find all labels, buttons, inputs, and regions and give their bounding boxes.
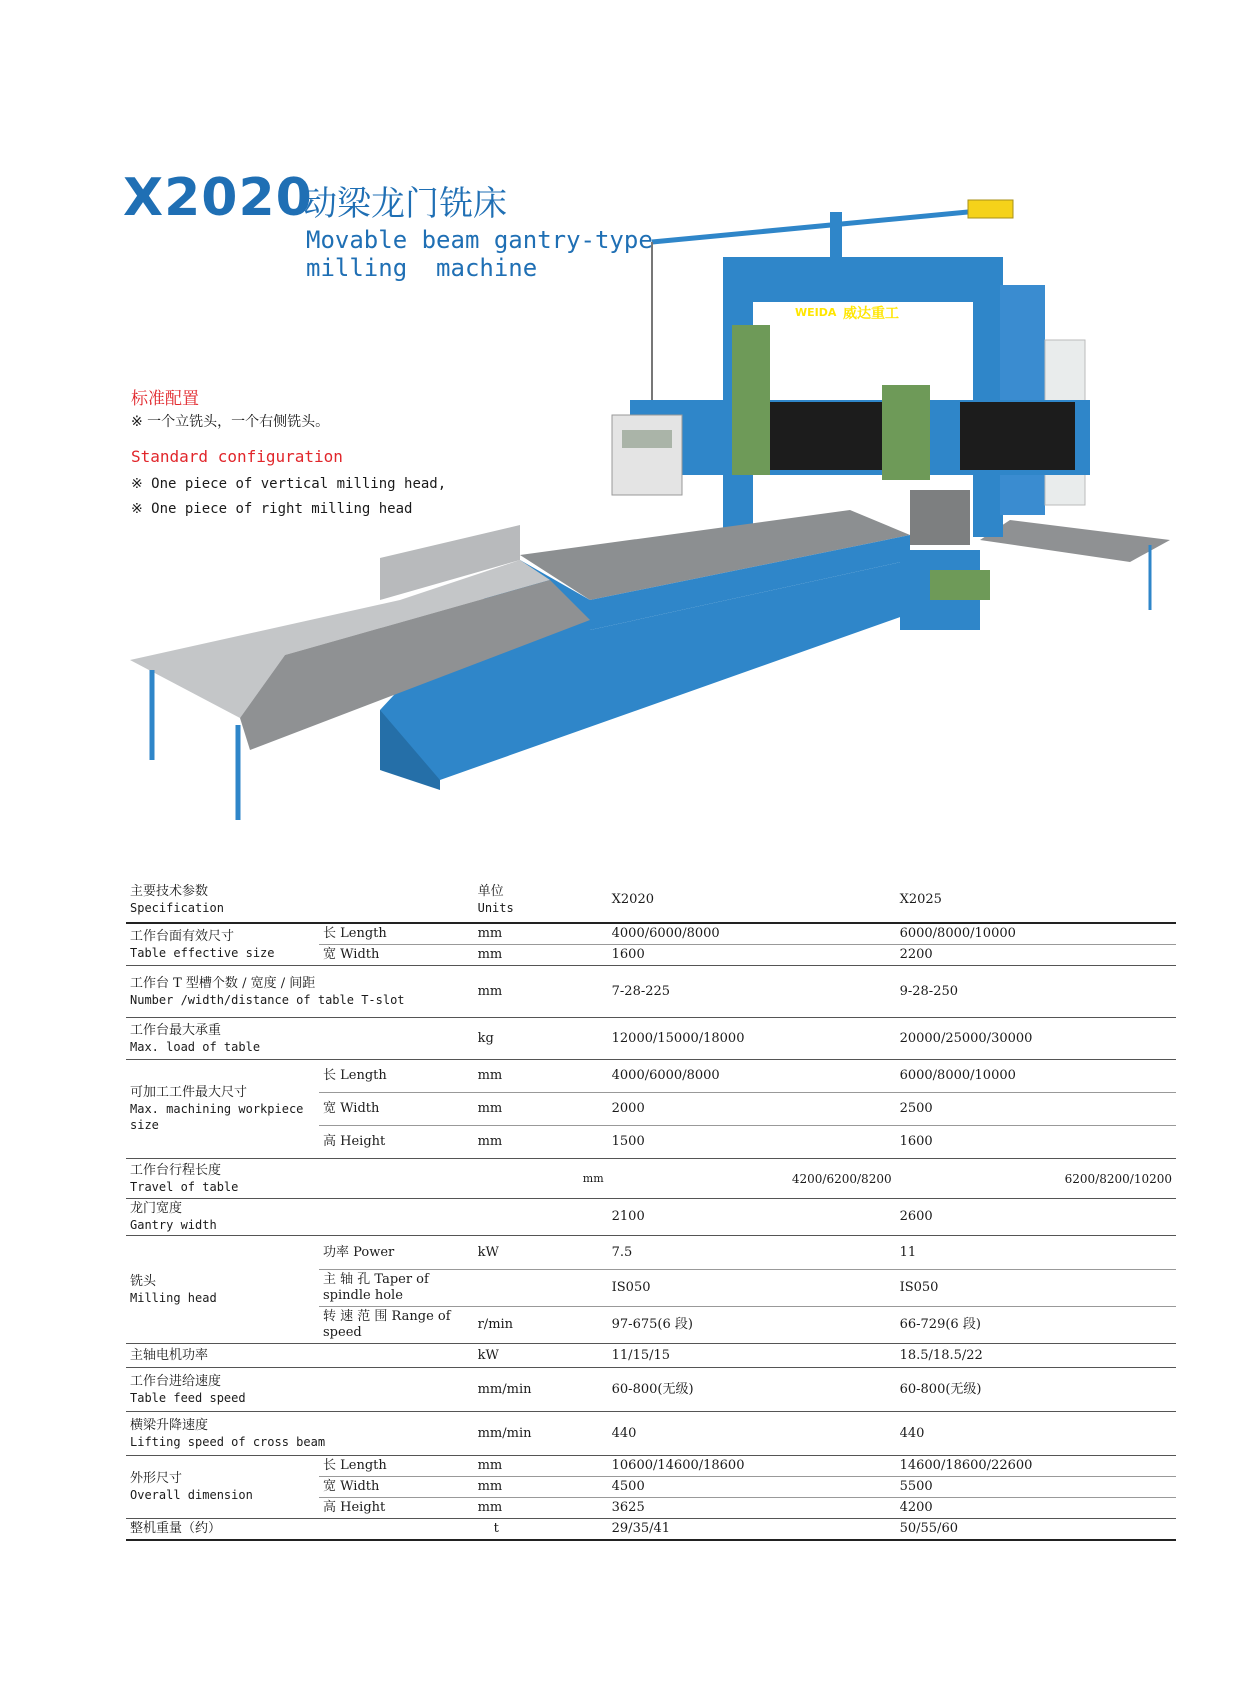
value-cell: 6200/8200/10200 [896, 1159, 1176, 1199]
model-header-2: X2025 [896, 878, 1176, 923]
unit-cell: mm [474, 923, 608, 945]
row-label-cn: 外形尺寸 [130, 1471, 183, 1486]
value-cell: 60-800(无级) [896, 1368, 1176, 1412]
value-cell: 29/35/41 [608, 1519, 896, 1541]
sub-label: 宽 Width [319, 1477, 474, 1498]
model-header-1: X2020 [608, 878, 896, 923]
table-row [126, 1236, 1176, 1270]
value-cell: 2600 [896, 1199, 1176, 1236]
sub-label: 长 Length [319, 1060, 474, 1093]
unit-cell: mm/min [474, 1412, 608, 1456]
model-title: X2020 [123, 168, 313, 228]
unit-cell: mm [474, 1060, 608, 1093]
table-row [126, 1344, 1176, 1368]
row-label-cn: 工作台 T 型槽个数 / 宽度 / 间距 [130, 975, 316, 991]
value-cell: 4200 [896, 1498, 1176, 1519]
value-cell: 11 [896, 1236, 1176, 1270]
spec-header-en: Specification [130, 901, 224, 915]
unit-cell: t [474, 1519, 608, 1541]
config-heading-cn: 标准配置 [131, 389, 199, 409]
title-en: Movable beam gantry-type milling machine [306, 226, 653, 282]
table-row [126, 1456, 1176, 1477]
sub-label: 高 Height [319, 1126, 474, 1159]
value-cell: 11/15/15 [608, 1344, 896, 1368]
row-label-cn: 铣头 [130, 1273, 157, 1289]
unit-cell: mm [474, 1093, 608, 1126]
value-cell: IS050 [608, 1270, 896, 1307]
value-cell: 12000/15000/18000 [608, 1018, 896, 1060]
milling-machine-photo [130, 190, 1170, 890]
value-cell: 66-729(6 段) [896, 1307, 1176, 1344]
unit-cell: mm [474, 966, 608, 1018]
row-label-cn: 龙门宽度 [130, 1201, 183, 1216]
value-cell: 9-28-250 [896, 966, 1176, 1018]
value-cell: 4000/6000/8000 [608, 1060, 896, 1093]
unit-cell: mm [474, 1498, 608, 1519]
value-cell: 6000/8000/10000 [896, 1060, 1176, 1093]
table-header-row [126, 878, 1176, 923]
specification-table [126, 878, 1176, 1541]
unit-cell: mm/min [474, 1368, 608, 1412]
unit-cell: r/min [474, 1307, 608, 1344]
unit-cell: kW [474, 1236, 608, 1270]
row-label-en: Max. machining workpiece size [130, 1102, 304, 1132]
machine-logo-brand: WEIDA [795, 306, 837, 319]
row-label-cn: 工作台最大承重 [130, 1022, 222, 1038]
table-row [126, 1368, 1176, 1412]
row-label-cn: 可加工工件最大尺寸 [130, 1085, 248, 1100]
value-cell: 4200/6200/8200 [608, 1159, 896, 1199]
value-cell: 3625 [608, 1498, 896, 1519]
row-label-en: Lifting speed of cross beam [130, 1434, 326, 1449]
config-item-cn: ※ 一个立铣头，一个右侧铣头。 [131, 414, 330, 430]
unit-cell: mm [474, 1126, 608, 1159]
row-label-en: Travel of table [130, 1179, 239, 1194]
value-cell: 2500 [896, 1093, 1176, 1126]
config-item-en-2: ※ One piece of right milling head [131, 501, 413, 517]
unit-cell: mm [474, 1159, 608, 1199]
value-cell: 97-675(6 段) [608, 1307, 896, 1344]
machine-logo-cn: 威达重工 [843, 306, 899, 322]
row-label-cn: 工作台进给速度 [130, 1373, 222, 1389]
value-cell: 14600/18600/22600 [896, 1456, 1176, 1477]
sub-label: 长 Length [319, 923, 474, 945]
table-row [126, 966, 1176, 1018]
value-cell: 440 [896, 1412, 1176, 1456]
value-cell: 5500 [896, 1477, 1176, 1498]
value-cell: 4500 [608, 1477, 896, 1498]
value-cell: 7-28-225 [608, 966, 896, 1018]
row-label-en: Milling head [130, 1290, 217, 1305]
value-cell: 1600 [896, 1126, 1176, 1159]
table-row [126, 1412, 1176, 1456]
row-label-en: Table feed speed [130, 1390, 246, 1405]
sub-label: 宽 Width [319, 945, 474, 966]
value-cell: IS050 [896, 1270, 1176, 1307]
value-cell: 20000/25000/30000 [896, 1018, 1176, 1060]
value-cell: 7.5 [608, 1236, 896, 1270]
spec-header-cn: 主要技术参数 [130, 884, 209, 899]
value-cell: 2000 [608, 1093, 896, 1126]
unit-header-en: Units [477, 901, 514, 915]
sub-label: 宽 Width [319, 1093, 474, 1126]
unit-cell: kg [474, 1018, 608, 1060]
value-cell: 6000/8000/10000 [896, 923, 1176, 945]
row-label-en: Overall dimension [130, 1488, 253, 1502]
table-row [126, 1519, 1176, 1541]
value-cell: 18.5/18.5/22 [896, 1344, 1176, 1368]
unit-header-cn: 单位 [477, 884, 504, 899]
config-item-en-1: ※ One piece of vertical milling head, [131, 476, 447, 492]
table-row [126, 1199, 1176, 1236]
row-label-en: Number /width/distance of table T-slot [130, 992, 405, 1007]
row-label-cn: 横梁升降速度 [130, 1417, 209, 1433]
unit-cell: mm [474, 1456, 608, 1477]
row-label-en: Table effective size [130, 945, 275, 960]
value-cell: 4000/6000/8000 [608, 923, 896, 945]
row-label-en: Gantry width [130, 1218, 217, 1232]
value-cell: 50/55/60 [896, 1519, 1176, 1541]
value-cell: 2100 [608, 1199, 896, 1236]
unit-cell: mm [474, 1477, 608, 1498]
row-label-cn: 主轴电机功率 [126, 1344, 474, 1368]
value-cell: 1500 [608, 1126, 896, 1159]
value-cell: 10600/14600/18600 [608, 1456, 896, 1477]
sub-label: 长 Length [319, 1456, 474, 1477]
unit-cell: mm [474, 945, 608, 966]
table-row [126, 1159, 1176, 1199]
value-cell: 60-800(无级) [608, 1368, 896, 1412]
table-row [126, 1018, 1176, 1060]
row-label-cn: 整机重量（约） [126, 1519, 474, 1541]
row-label-cn: 工作台行程长度 [130, 1162, 222, 1178]
row-label-cn: 工作台面有效尺寸 [130, 928, 235, 944]
sub-label: 高 Height [319, 1498, 474, 1519]
value-cell: 440 [608, 1412, 896, 1456]
sub-label: 功率 Power [319, 1236, 474, 1270]
value-cell: 1600 [608, 945, 896, 966]
table-row [126, 923, 1176, 945]
row-label-en: Max. load of table [130, 1039, 261, 1054]
table-row [126, 1060, 1176, 1093]
value-cell: 2200 [896, 945, 1176, 966]
sub-label: 转 速 范 围 Range of speed [319, 1307, 474, 1344]
sub-label: 主 轴 孔 Taper of spindle hole [319, 1270, 474, 1307]
unit-cell: kW [474, 1344, 608, 1368]
config-heading-en: Standard configuration [131, 447, 343, 466]
title-cn: 动梁龙门铣床 [303, 184, 507, 224]
